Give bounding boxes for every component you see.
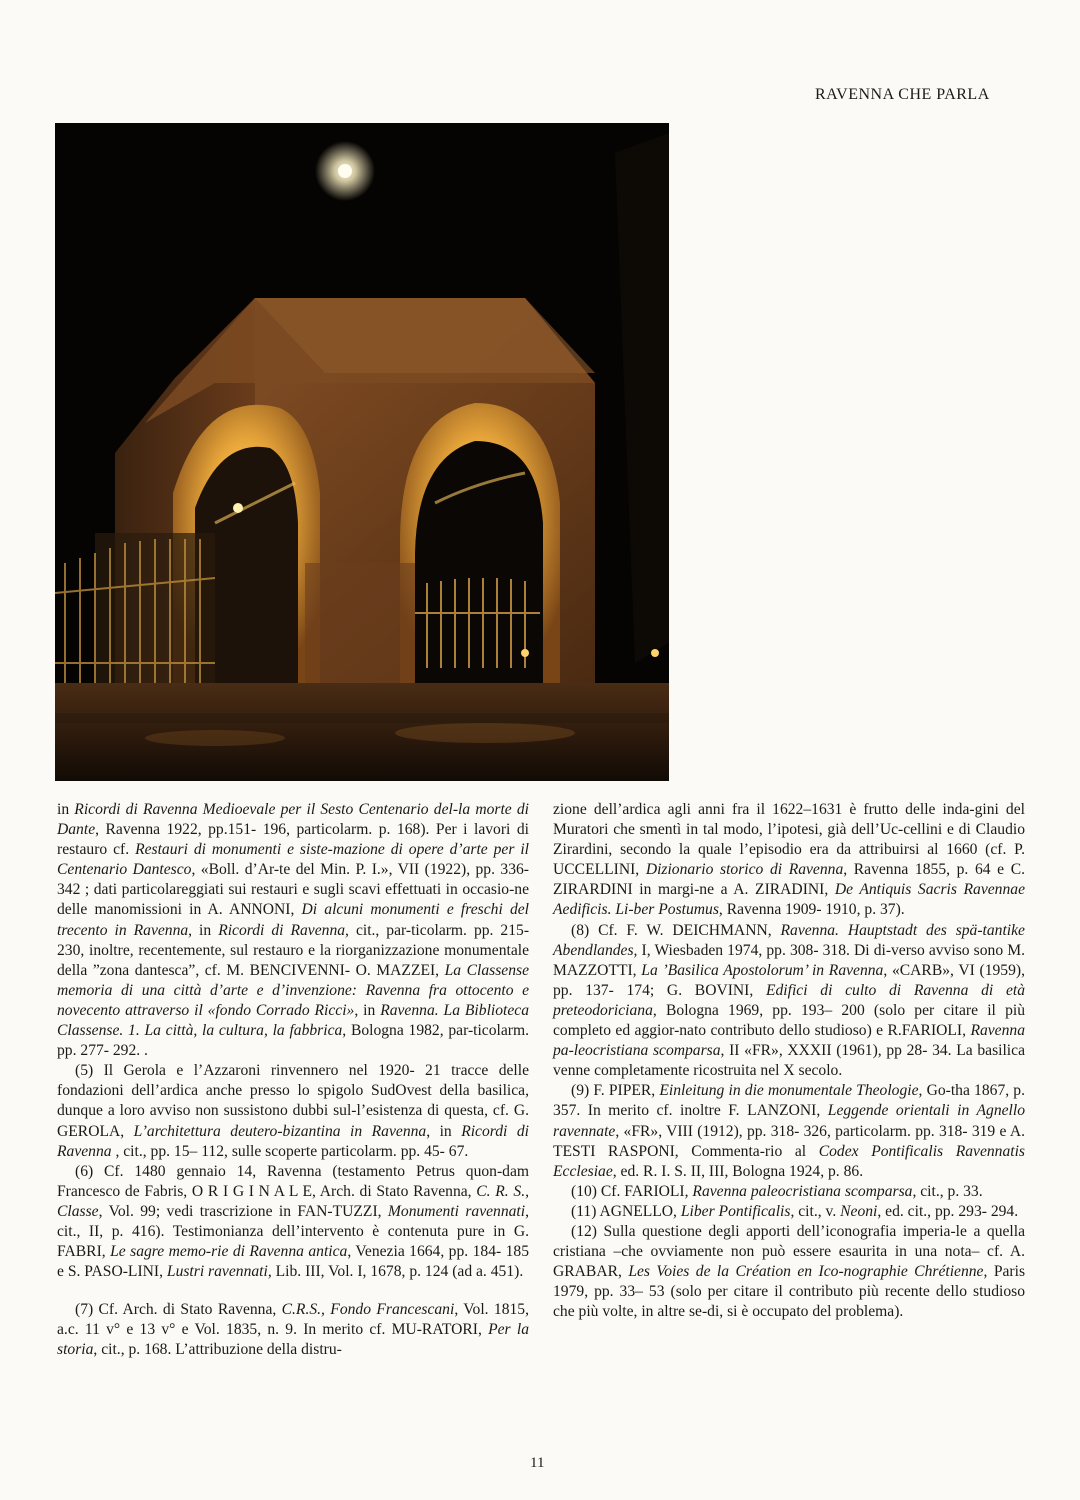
footnote-12: (12) Sulla questione degli apporti dell’iconografia imperia-le a quella cristiana –che ovviamente non può essere esaurita in una nota– cf. A. GRABAR, Les Voies de la Création en Ico-nographie Chrétienne, Paris 1979, pp. 33– 53 (solo per citare il contributo più recente dello studioso che più volte, in altre se-di, si è occupato del problema). xyxy=(553,1222,1026,1321)
citation-title: Liber Pontificalis xyxy=(680,1202,791,1220)
citation-title: Les Voies de la Création en Ico-nographie Chrétienne xyxy=(628,1263,984,1281)
moon xyxy=(338,164,352,178)
citation-title: Ricordi di Ravenna xyxy=(57,1122,529,1160)
citation-title: Codex Pontificalis Ravennatis Ecclesiae xyxy=(553,1142,1025,1180)
citation-title: Lustri ravennati xyxy=(166,1263,268,1281)
footnotes-right-column xyxy=(553,800,1025,1322)
citation-title: L’architettura deutero-bizantina in Ravenna xyxy=(133,1122,427,1140)
citation-title: Per la storia xyxy=(57,1321,529,1359)
footnote-5: (5) Il Gerola e l’Azzaroni rinvennero nel 1920- 21 tracce delle fondazioni dell’ardica anche presso lo spigolo SudOvest della basilica, dunque a loro avviso non sussistono dubbi sul-l’esistenza di questa, cf. G. GEROLA, L’architettura deutero-bizantina in Ravenna, in Ricordi di Ravenna , cit., pp. 15– 112, sulle scoperte particolarm. pp. 45- 67. xyxy=(57,1062,529,1160)
citation-title: Le sagre memo-rie di Ravenna antica xyxy=(110,1243,348,1261)
citation-title: Ricordi di Ravenna Medioevale per il Sesto Centenario del-la morte di Dante xyxy=(57,801,529,839)
citation-title: Edifici di culto di Ravenna di età preteodoriciana xyxy=(553,981,1025,1019)
footnote-4-continued: in Ricordi di Ravenna Medioevale per il Sesto Centenario del-la morte di Dante, Ravenna 1922, pp.151- 196, particolarm. p. 168). Per i lavori di restauro cf. Restauri di monumenti e siste-mazione di opere d’arte per il Centenario Dantesco, «Boll. d’Ar-te del Min. P. I.», VII (1922), pp. 336- 342 ; dati particolareggiati sui restauri e sugli scavi effettuati in occasio-ne delle manomissioni in A. ANNONI, Di alcuni monumenti e freschi del trecento in Ravenna, in Ricordi di Ravenna, cit., par-ticolarm. pp. 215- 230, inoltre, recentemente, sul restauro e la riorganizzazione monumentale della ”zona dantesca”, cf. M. BENCIVENNI- O. MAZZEI, La Classense memoria di una città d’arte e d’invenzione: Ravenna fra ottocento e novecento attraverso il «fondo Corrado Ricci», in Ravenna. La Biblioteca Classense. 1. La città, la cultura, la fabbrica, Bologna 1982, par-ticolarm. pp. 277- 292. . xyxy=(57,801,530,1060)
arcade-illustration xyxy=(55,123,669,781)
citation-title: Ravenna pa-leocristiana scomparsa xyxy=(553,1022,1025,1060)
page-number: 11 xyxy=(530,1455,545,1471)
citation-title: Restauri di monumenti e siste-mazione di opere d’arte per il Centenario Dantesco xyxy=(57,841,529,879)
footnote-9: (9) F. PIPER, Einleitung in die monumentale Theologie, Go-tha 1867, p. 357. In merito cf. inoltre F. LANZONI, Leggende orientali in Agnello ravennate, «FR», VIII (1912), pp. 318- 326, particolarm. pp. 318- 319 e A. TESTI RASPONI, Commenta-rio al Codex Pontificalis Ravennatis Ecclesiae, ed. R. I. S. II, III, Bologna 1924, p. 86. xyxy=(553,1082,1025,1180)
footnote-7: (7) Cf. Arch. di Stato Ravenna, C.R.S., Fondo Francescani, Vol. 1815, a.c. 11 v° e 13 v° e Vol. 1835, n. 9. In merito cf. MU-RATORI, Per la storia, cit., p. 168. L’attribuzione della distru- xyxy=(57,1301,529,1359)
citation-title: Ravenna. La Biblioteca Classense. 1. La città, la cultura, la fabbrica xyxy=(57,1001,529,1040)
citation-title: Ricordi di Ravenna, xyxy=(218,921,349,939)
citation-title: C. R. S., Classe xyxy=(57,1182,529,1220)
citation-title: Ravenna. Hauptstadt des spä-tantike Abendlandes, xyxy=(553,921,1025,959)
running-head: RAVENNA CHE PARLA xyxy=(815,86,990,103)
footnote-8: (8) Cf. F. W. DEICHMANN, Ravenna. Hauptstadt des spä-tantike Abendlandes, I, Wiesbaden 1974, pp. 308- 318. Di di-verso avviso sono M. MAZZOTTI, La ’Basilica Apostolorum’ in Ravenna, «CARB», VI (1959), pp. 137- 174; G. BOVINI, Edifici di culto di Ravenna di età preteodoriciana, Bologna 1969, pp. 193– 200 (solo per citare il più completo ed aggior-nato contributo dello studioso) e R.FARIOLI, Ravenna pa-leocristiana scomparsa, II «FR», XXXII (1961), pp 28- 34. La basilica venne completamente ricostruita nel X secolo. xyxy=(553,921,1025,1080)
citation-title: Monumenti ravennati xyxy=(387,1202,526,1220)
citation-title: Neoni xyxy=(840,1202,878,1220)
footnotes-left-column xyxy=(57,800,529,1361)
footnote-10: (10) Cf. FARIOLI, Ravenna paleocristiana scomparsa, cit., p. 33. xyxy=(571,1182,983,1200)
citation-title: Ravenna paleocristiana scomparsa xyxy=(692,1182,913,1200)
citation-title: De Antiquis Sacris Ravennae Aedificis. Li-ber Postumus xyxy=(553,881,1025,919)
citation-title: C.R.S., Fondo Francescani xyxy=(281,1301,455,1319)
footnote-6: (6) Cf. 1480 gennaio 14, Ravenna (testamento Petrus quon-dam Francesco de Fabris, O R I G I N A L E, Arch. di Stato Ravenna, C. R. S., Classe, Vol. 99; vedi trascrizione in FAN-TUZZI, Monumenti ravennati, cit., II, p. 416). Testimonianza dell’intervento è contenuta pure in G. FABRI, Le sagre memo-rie di Ravenna antica, Venezia 1664, pp. 184- 185 e S. PASO-LINI, Lustri ravennati, Lib. III, Vol. I, 1678, p. 124 (ad a. 451). xyxy=(57,1162,530,1281)
citation-title: La Classense memoria di una città d’arte e d’invenzione: Ravenna fra ottocento e novecento attraverso il «fondo Corrado Ricci» xyxy=(57,961,529,1019)
citation-title: Einleitung in die monumentale Theologie xyxy=(659,1082,919,1100)
footnote-7-continued: zione dell’ardica agli anni fra il 1622–1631 è frutto delle inda-gini del Muratori che smentì in tal modo, l’ipotesi, già dell’Uc-cellini e di Claudio Zirardini, secondo la quale l’episodio era da attribuirsi al 1660 (cf. P. UCCELLINI, Dizionario storico di Ravenna, Ravenna 1855, p. 64 e C. ZIRARDINI in margi-ne a A. ZIRADINI, De Antiquis Sacris Ravennae Aedificis. Li-ber Postumus, Ravenna 1909- 1910, p. 37). xyxy=(553,801,1025,919)
citation-title: Di alcuni monumenti e freschi del trecento in Ravenna xyxy=(57,901,529,939)
citation-title: La ’Basilica Apostolorum’ in Ravenna xyxy=(641,961,884,979)
footnote-11: (11) AGNELLO, Liber Pontificalis, cit., v. Neoni, ed. cit., pp. 293- 294. xyxy=(571,1202,1019,1220)
citation-title: Leggende orientali in Agnello ravennate xyxy=(553,1102,1025,1140)
citation-title: Dizionario storico di Ravenna xyxy=(645,861,844,879)
night-photo-arcade xyxy=(55,123,669,781)
